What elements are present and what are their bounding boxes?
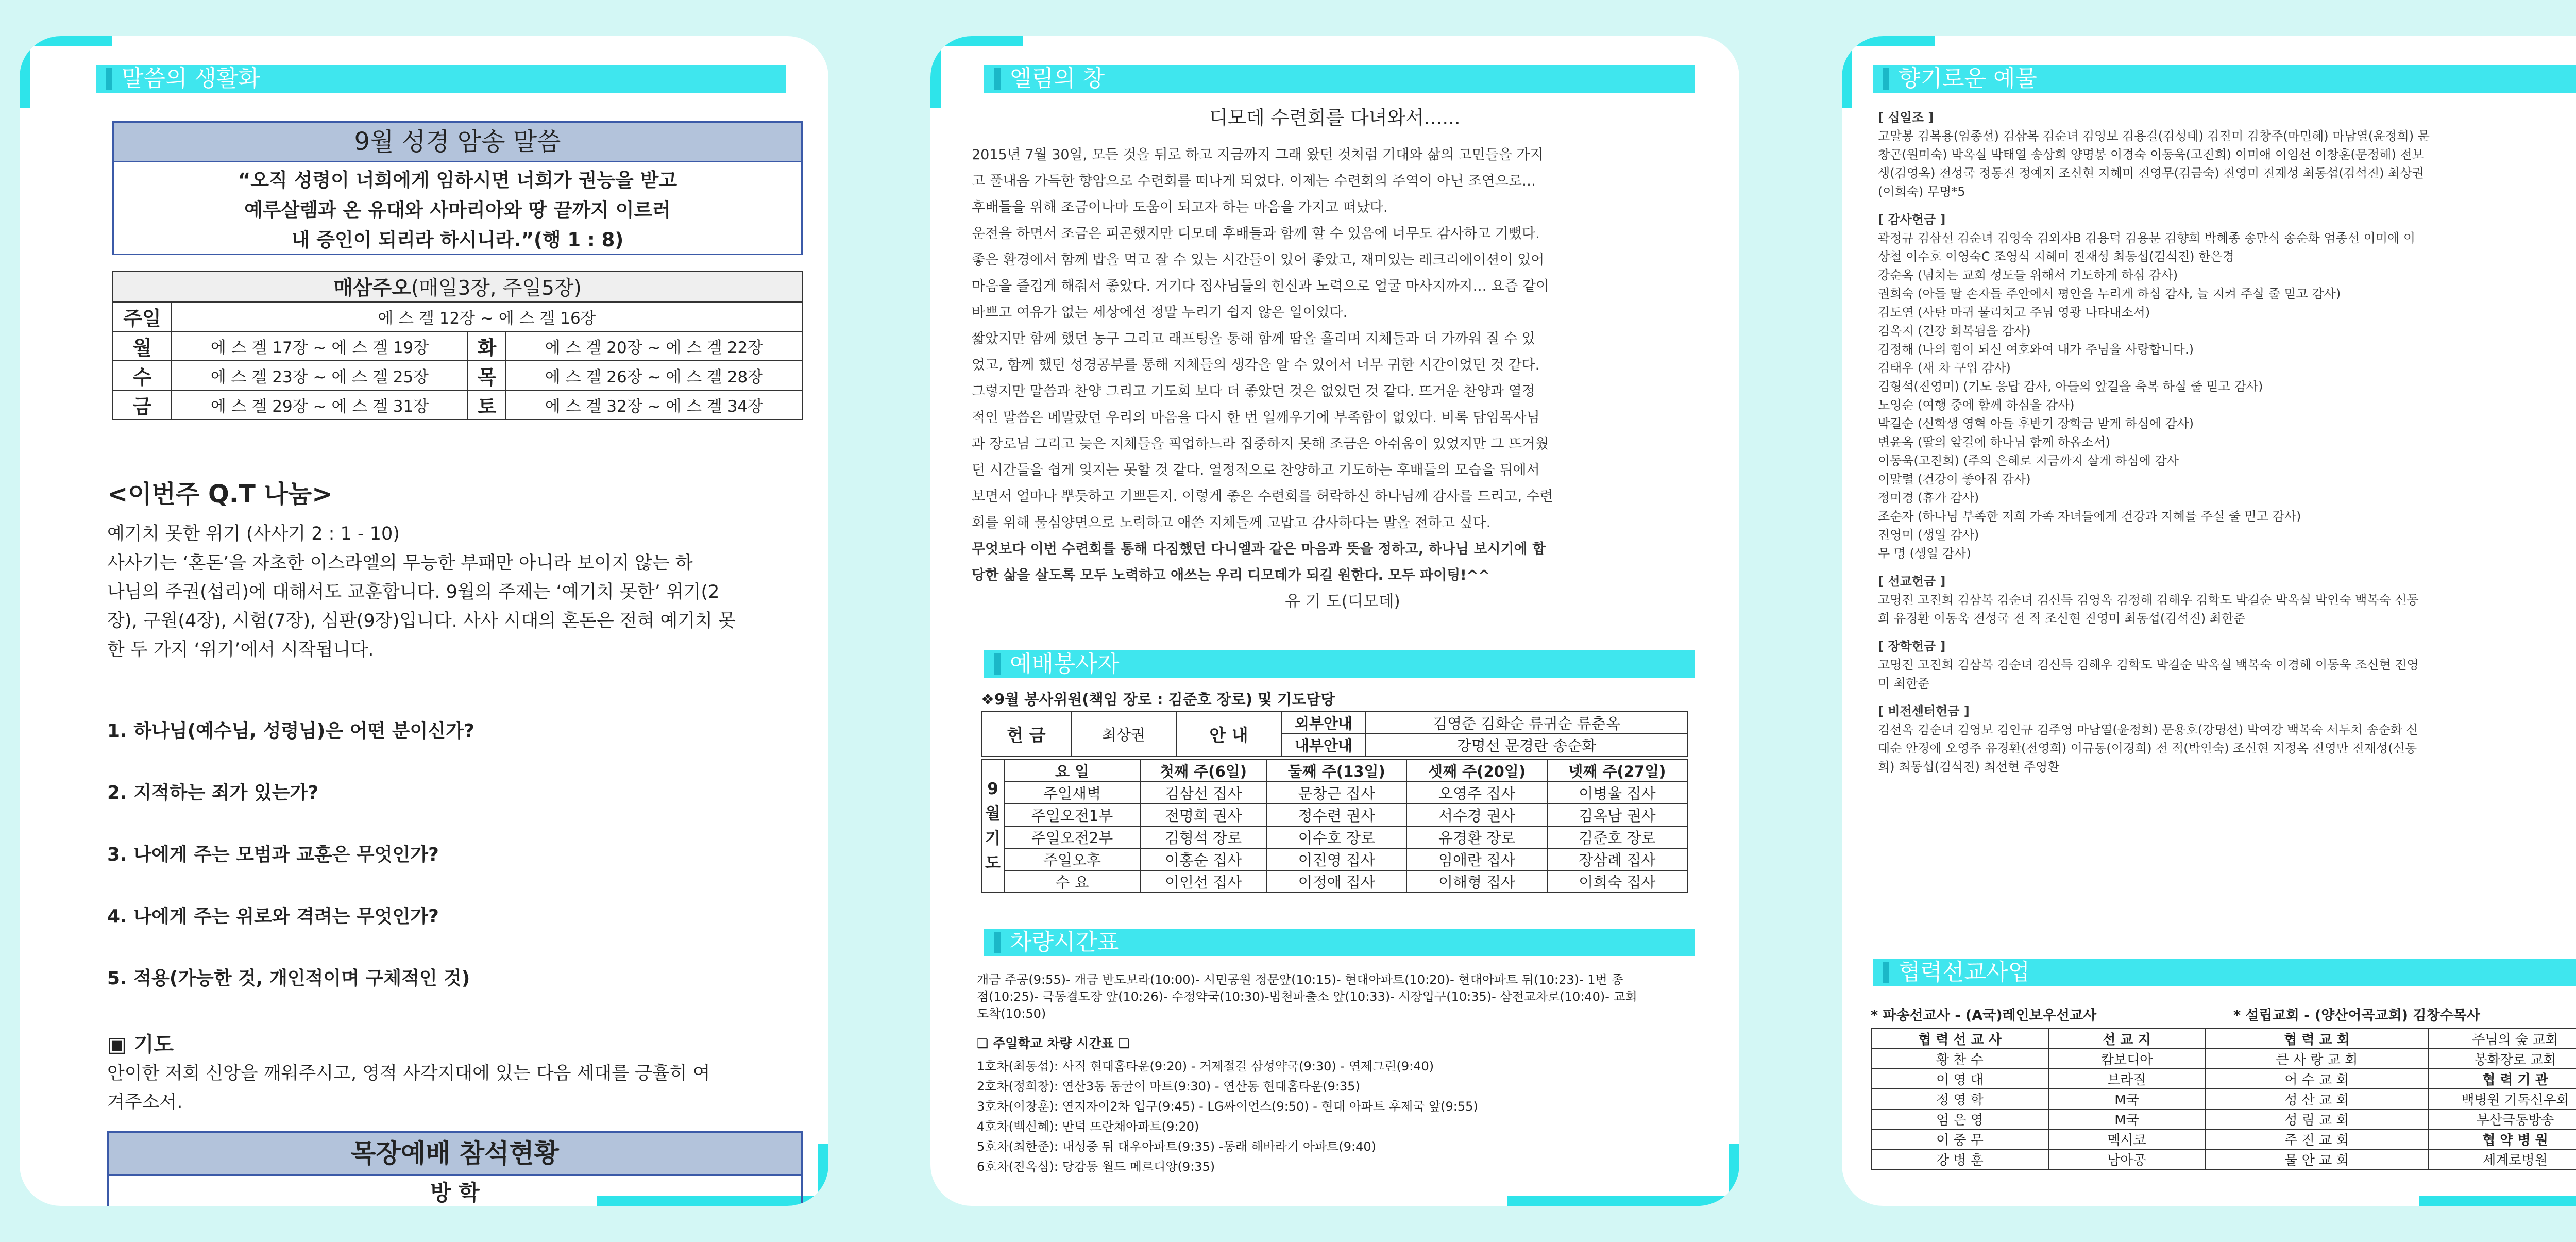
panel-offerings bbox=[1842, 36, 2576, 1206]
reading-range: 에 스 겔 32장 ~ 에 스 겔 34장 bbox=[506, 390, 802, 419]
qt-question: 5. 적용(가능한 것, 개인적이며 구체적인 것) bbox=[107, 968, 470, 989]
corner-decoration bbox=[930, 36, 1023, 46]
corner-decoration bbox=[1507, 1196, 1739, 1206]
reading-range: 에 스 겔 12장 ~ 에 스 겔 16장 bbox=[172, 302, 802, 331]
reading-range: 에 스 겔 17장 ~ 에 스 겔 19장 bbox=[172, 331, 468, 361]
qt-body: 사사기는 ‘혼돈’을 자초한 이스라엘의 무능한 부패만 아니라 보이지 않는 하 나님의 주권(섭리)에 대해서도 교훈합니다. 9월의 주제는 ‘예기치 못한’ 위기(2 장), 구원(4장), 시험(7장), 심판(9장)입니다. 사사 시대의 혼돈은 전혀 예기치 못 한 두 가지 ‘위기’에서 시작됩니다. bbox=[107, 553, 736, 660]
reading-range: 에 스 겔 23장 ~ 에 스 겔 25장 bbox=[172, 361, 468, 390]
mission-caption: * 파송선교사 - (A국)레인보우선교사 bbox=[1871, 1008, 2097, 1023]
thanks-section: [ 감사헌금 ] 곽정규 김삼선 김순녀 김영숙 김외자B 김용덕 김용분 김향희 박혜종 송만식 송순화 엄종선 이미애 이 상철 이수호 이영숙C 조영식 지혜미 진재성 최동섭(김석진) 한은경 강순옥 (넘치는 교회 성도들 위해서 기도하게 하심 감사) 권희숙 (아들 딸 손자들 주안에서 평안을 누리게 하심 감사, 늘 지켜 주실 줄 믿고 감사) 김도연 (사탄 마귀 물리치고 주님 영광 나타내소서) 김옥지 (건강 회복됨을 감사) 김정해 (나의 힘이 되신 여호와여 내가 주님을 사랑합니다.) 김태우 (새 차 구입 감사) 김형석(진영미) (기도 응답 감사, 아들의 앞길을 축복 하실 줄 믿고 감사) 노영순 (여행 중에 함께 하심을 감사) 박길순 (신학생 영혁 아들 후반기 장학금 받게 하심에 감사) 변윤옥 (딸의 앞길에 하나님 함께 하옵소서) 이동욱(고진희) (주의 은혜로 지금까지 살게 하심에 감사 이말렬 (건강이 좋아짐 감사) 정미경 (휴가 감사) 조순자 (하나님 부족한 저희 가족 자녀들에게 건강과 지혜를 주실 줄 믿고 감사) 진영미 (생일 감사) 무 명 (생일 감사) bbox=[1878, 212, 2415, 561]
memory-verse-title: 9월 성경 암송 말씀 bbox=[114, 123, 801, 162]
reading-range: 에 스 겔 26장 ~ 에 스 겔 28장 bbox=[506, 361, 802, 390]
memory-verse-text: “오직 성령이 너희에게 임하시면 너희가 권능을 받고 예루살렘과 온 유대와 사마리아와 땅 끝까지 이르러 내 증인이 되리라 하시니라.”(행 1 : 8) bbox=[238, 169, 677, 251]
month-label: 9 월 기 도 bbox=[981, 760, 1004, 893]
corner-decoration bbox=[2419, 1196, 2576, 1206]
service-table: 헌 금 최상권 안 내 외부안내 김영준 김화순 류귀순 류춘옥 내부안내 강명선 문경란 송순화 bbox=[981, 711, 1688, 757]
panel-elim-window bbox=[930, 36, 1739, 1206]
corner-decoration bbox=[1842, 36, 1935, 46]
article-body: 2015년 7월 30일, 모든 것을 뒤로 하고 지금까지 그래 왔던 것처럼 기대와 삶의 고민들을 가지 고 풀내음 가득한 향암으로 수련회를 떠나게 되었다. 이제는 수련회의 주역이 아닌 조연으로… 후배들을 위해 조금이나마 도움이 되고자 하는 마음을 가지고 떠났다. 운전을 하면서 조금은 피곤했지만 디모데 후배들과 함께 할 수 있음에 너무도 감사하고 기뻤다. 좋은 환경에서 함께 밥을 먹고 잘 수 있는 시간들이 있어 좋았고, 재미있는 레크리에이션이 있어 마음을 즐겁게 해줘서 좋았다. 거기다 집사님들의 헌신과 노력으로 얼굴 마사지까지… 요즘 같이 바쁘고 여유가 없는 세상에선 정말 누리기 쉽지 않은 일이었다. 짧았지만 함께 했던 농구 그리고 래프팅을 통해 함께 땀을 흘리며 지체들과 더 가까워 질 수 있 었고, 함께 했던 성경공부를 통해 지체들의 생각을 알 수 있어서 너무 귀한 시간이었던 것 같다. 그렇지만 말씀과 찬양 그리고 기도회 보다 더 좋았던 것은 없었던 것 같다. 뜨거운 찬양과 열정 적인 말씀은 메말랐던 우리의 마음을 다시 한 번 일깨우기에 부족함이 없었다. 비록 담임목사님 과 장로님 그리고 늦은 지체들을 픽업하느라 집중하지 못해 조금은 아쉬움이 있었지만 그 뜨거웠 던 시간들을 쉽게 잊지는 못할 것 같다. 열정적으로 찬양하고 기도하는 후배들의 모습을 뒤에서 보면서 얼마나 뿌듯하고 기쁘든지. 이렇게 좋은 수련회를 허락하신 하나님께 감사를 드리고, 수련 회를 위해 물심양면으로 노력하고 애쓴 지체들께 고맙고 감사하다는 말을 전하고 싶다. 무엇보다 이번 수련회를 통해 다짐했던 다니엘과 같은 마음과 뜻을 정하고, 하나님 보시기에 합 당한 삶을 살도록 모두 노력하고 애쓰는 우리 디모데가 되길 원한다. 모두 파이팅!^^ 유 기 도(디모데) bbox=[972, 147, 1553, 611]
attendance-title: 목장예배 참석현황 bbox=[109, 1133, 801, 1176]
qt-question: 1. 하나님(예수님, 성령님)은 어떤 분이신가? bbox=[107, 720, 474, 742]
day-label: 수 bbox=[113, 361, 172, 390]
section-title: 향기로운 예물 bbox=[1873, 65, 2576, 93]
day-label: 목 bbox=[468, 361, 506, 390]
section-title: 엘림의 창 bbox=[984, 65, 1695, 93]
qt-reference: 예기치 못한 위기 (사사기 2 : 1 - 10) bbox=[107, 524, 400, 544]
vision-center-section: [ 비전센터헌금 ] 김선옥 김순녀 김영보 김인규 김주영 마남열(윤정희) 문용호(강명선) 박여강 백복숙 서두치 송순화 신 대순 안경애 오영주 유경환(전영희) 이규동(이경희) 전 적(박인숙) 조신현 지정옥 진영만 진재성(신동 희) 최동섭(김석진) 최선현 주영환 bbox=[1878, 704, 2418, 774]
day-label: 화 bbox=[468, 331, 506, 361]
mission-caption: * 설립교회 - (양산어곡교회) 김창수목사 bbox=[2233, 1008, 2480, 1023]
mission-table: 협 력 선 교 사 선 교 지 협 력 교 회 주님의 숲 교회 황 찬 수 캄보디아 큰 사 랑 교 회 봉화장로 교회 이 영 대 브라질 어 수 교 회 협 력 기 관 정 영 학 M국 성 산 교 회 백병원 기독신우회 엄 은 영 M국 성 림 교 회 부산극동방송 이 중 무 멕시코 주 진 교 회 협 약 병 원 강 병 훈 남아공 물 안 교 회 세계로병원 bbox=[1871, 1028, 2576, 1170]
qt-question: 3. 나에게 주는 모범과 교훈은 무엇인가? bbox=[107, 844, 439, 865]
section-title: 말씀의 생활화 bbox=[96, 65, 786, 93]
mission-offering-section: [ 선교헌금 ] 고명진 고진희 김삼복 김순녀 김신득 김영옥 김정해 김해우 김학도 박길순 박옥실 박인숙 백복숙 신동 희 유경환 이동욱 전성국 전 적 조신현 진영미 최동섭(김석진) 최한준 bbox=[1878, 574, 2419, 626]
article-title: 디모데 수련회를 다녀와서...... bbox=[1209, 107, 1461, 129]
bus-route: 개금 주공(9:55)- 개금 반도보라(10:00)- 시민공원 정문앞(10:15)- 현대아파트(10:20)- 현대아파트 뒤(10:23)- 1번 종 점(10:25)- 극동결도장 앞(10:26)- 수정약국(10:30)-범천파출소 앞(10:33)- 시장입구(10:35)- 삼전교차로(10:40)- 교회 도착(10:50) bbox=[977, 972, 1637, 1021]
section-title: 협력선교사업 bbox=[1873, 959, 2576, 986]
tithe-section: [ 십일조 ] 고말봉 김복용(엄종선) 김삼복 김순녀 김영보 김용길(김성태) 김진미 김창주(마민혜) 마남열(윤정희) 문 창곤(원미숙) 박옥실 박태열 송상희 양명봉 이경숙 이동욱(고진희) 이미애 이임선 이창훈(문정해) 전보 생(김영옥) 전성국 정동진 정예지 조신현 지혜미 진영무(김금숙) 진영미 진재성 최동섭(김석진) 최상권 (이희숙) 무명*5 bbox=[1878, 110, 2430, 199]
qt-question: 4. 나에게 주는 위로와 격려는 무엇인가? bbox=[107, 906, 439, 927]
scholarship-section: [ 장학헌금 ] 고명진 고진희 김삼복 김순녀 김신득 김해우 김학도 박길순 박옥실 백복숙 이경해 이동욱 조신현 진영 미 최한준 bbox=[1878, 639, 2419, 691]
memory-verse-box bbox=[112, 121, 803, 255]
day-label: 주일 bbox=[113, 302, 172, 331]
corner-decoration bbox=[20, 36, 30, 108]
bible-reading-table bbox=[112, 271, 803, 420]
attendance-box bbox=[107, 1131, 803, 1206]
attendance-status: 방 학 bbox=[430, 1180, 480, 1205]
prayer-heading: ▣ 기도 bbox=[107, 1033, 174, 1056]
section-title: 예배봉사자 bbox=[984, 650, 1695, 678]
section-title: 차량시간표 bbox=[984, 929, 1695, 956]
service-caption: ❖9월 봉사위원(책임 장로 : 김준호 장로) 및 기도담당 bbox=[981, 691, 1335, 708]
prayer-text: 안이한 저희 신앙을 깨워주시고, 영적 사각지대에 있는 다음 세대를 긍휼히 여 겨주소서. bbox=[107, 1063, 710, 1113]
reading-range: 에 스 겔 20장 ~ 에 스 겔 22장 bbox=[506, 331, 802, 361]
day-label: 월 bbox=[113, 331, 172, 361]
reading-title: 매삼주오(매일3장, 주일5장) bbox=[113, 271, 802, 302]
prayer-duty-table: 9 월 기 도 요 일 첫째 주(6일) 둘째 주(13일) 셋째 주(20일) 넷째 주(27일) 주일새벽 김삼선 집사 문창근 집사 오영주 집사 이병율 집사 주일오전1부 전명희 권사 정수련 권사 서수경 권사 김옥남 권사 주일오전2부 김형석 장로 이수호 장로 유경환 장로 김준호 장로 주일오후 이홍순 집사 이진영 집사 임애란 집사 장삼례 집사 수 요 이인선 집사 이정애 집사 이해형 집사 이희숙 집사 bbox=[981, 759, 1688, 893]
bus-schedule: 1호차(최동섭): 사직 현대홈타운(9:20) - 거제절길 삼성약국(9:30) - 연제그린(9:40) 2호차(정희창): 연산3동 동굴이 마트(9:30) - 연산동 현대홈타운(9:35) 3호차(이창훈): 연지자이2차 입구(9:45) - LG싸이언스(9:50) - 현대 아파트 후제국 앞(9:55) 4호차(백신혜): 만덕 뜨란채아파트(9:20) 5호차(최한준): 내성중 뒤 대우아파트(9:35) -동래 해바라기 아파트(9:40) 6호차(진옥심): 당감동 월드 메르디앙(9:35) bbox=[977, 1059, 1478, 1174]
reading-range: 에 스 겔 29장 ~ 에 스 겔 31장 bbox=[172, 390, 468, 419]
corner-decoration bbox=[20, 36, 112, 46]
corner-decoration bbox=[930, 36, 941, 108]
panel-word-life bbox=[20, 36, 828, 1206]
qt-question: 2. 지적하는 죄가 있는가? bbox=[107, 782, 319, 803]
corner-decoration bbox=[1842, 36, 1852, 108]
qt-heading: <이번주 Q.T 나눔> bbox=[107, 480, 333, 509]
day-label: 토 bbox=[468, 390, 506, 419]
bus-schedule-title: ❏ 주일학교 차량 시간표 ❏ bbox=[977, 1036, 1130, 1051]
day-label: 금 bbox=[113, 390, 172, 419]
offerings-list bbox=[1878, 108, 2576, 776]
